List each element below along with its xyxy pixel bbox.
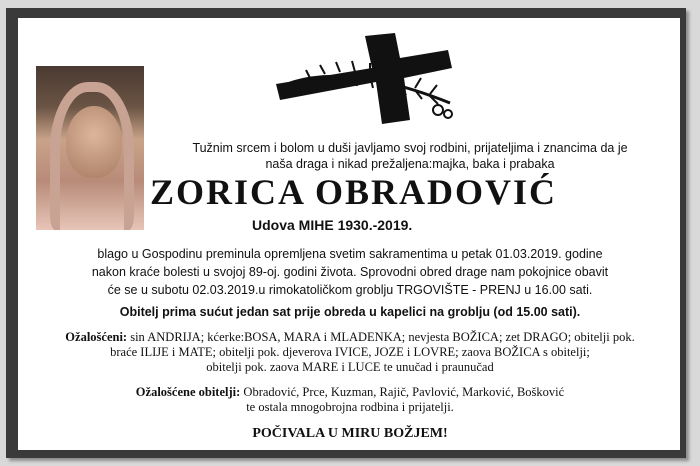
body-text <box>0 245 700 299</box>
families-block <box>0 385 700 415</box>
cross-with-palm-icon <box>270 28 470 128</box>
families-line: te ostala mnogobrojna rodbina i prijatelji. <box>246 400 454 414</box>
families-text: Obradović, Prce, Kuzman, Rajič, Pavlović, Marković, Bošković <box>240 385 565 399</box>
closing-line: POČIVALA U MIRU BOŽJEM! <box>252 426 448 441</box>
intro-line: Tužnim srcem i bolom u duši javljamo svoj rodbini, prijateljima i znancima da je <box>192 141 628 155</box>
mourners-label: Ožalošćeni: <box>65 330 128 344</box>
mourners-line <box>0 330 700 345</box>
mourners-text: sin ANDRIJA; kćerke:BOSA, MARA i MLADENKA; nevjesta BOŽICA; zet DRAGO; obitelji pok. <box>127 330 635 344</box>
mourners-line: braće ILIJE i MATE; obitelji pok. djeverova IVICE, JOZE i LOVRE; zaova BOŽICA s obitelji; <box>110 345 590 359</box>
sympathy-line: Obitelj prima sućut jedan sat prije obreda u kapelici na groblju (od 15.00 sati). <box>119 305 581 319</box>
mourners-line: obitelji pok. zaova MARE i LUCE te unučad i praunučad <box>206 360 494 374</box>
body-line: blago u Gospodinu preminula opremljena svetim sakramentima u petak 01.03.2019. godine <box>97 247 603 261</box>
body-line: će se u subotu 02.03.2019.u rimokatoličkom groblju TRGOVIŠTE - PRENJ u 16.00 sati. <box>107 283 593 297</box>
intro-line: naša draga i nikad prežaljena:majka, baka i prabaka <box>265 157 555 171</box>
mourners-block <box>0 330 700 375</box>
intro-text <box>0 140 700 172</box>
deceased-name: ZORICA OBRADOVIĆ <box>150 172 558 212</box>
body-line: nakon kraće bolesti u svojoj 89-oj. godini života. Sprovodni obred drage nam pokojnice obavit <box>91 265 609 279</box>
families-line <box>0 385 700 400</box>
families-label: Ožalošćene obitelji: <box>135 385 241 399</box>
widow-line: Udova MIHE 1930.-2019. <box>252 217 413 233</box>
